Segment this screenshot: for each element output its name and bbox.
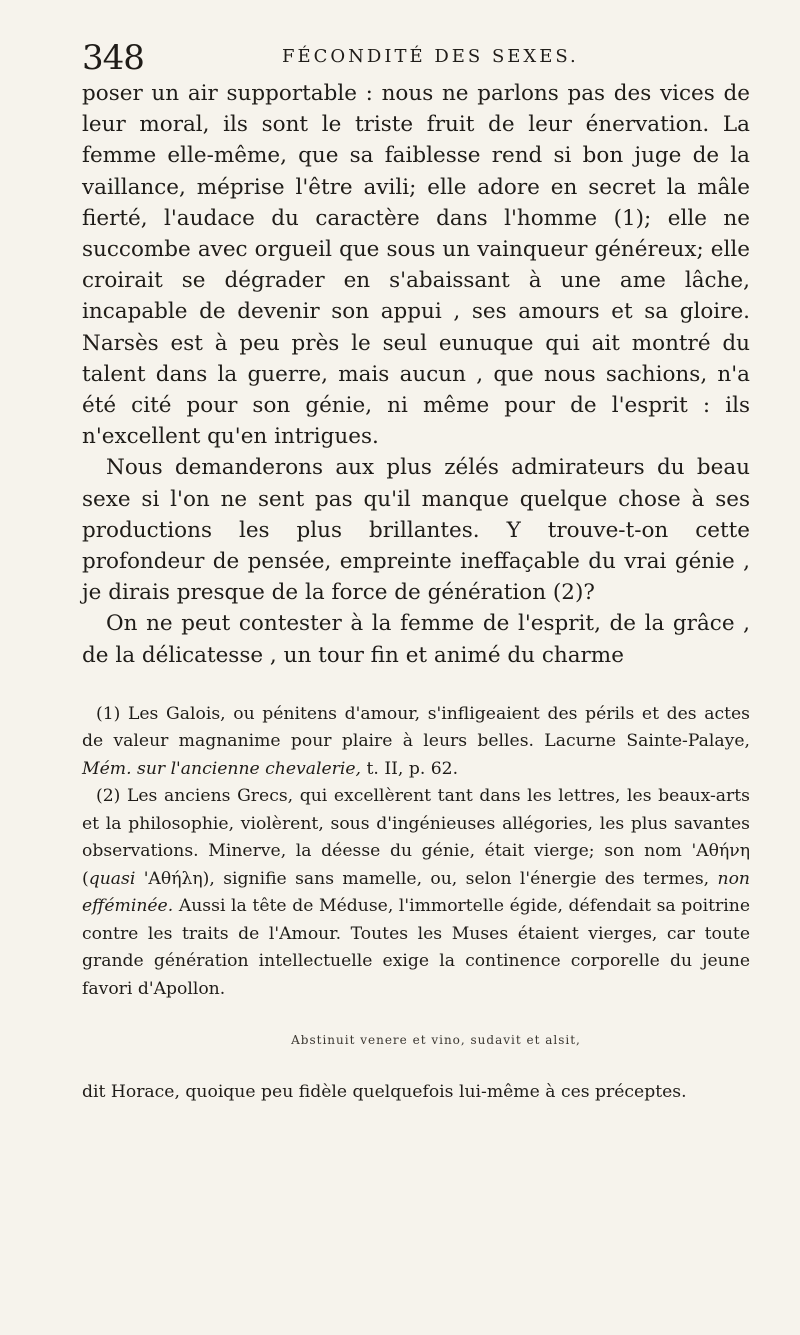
footnote-text: t. II, p. 62. (361, 758, 459, 779)
footnotes (82, 701, 750, 1107)
footnote-2 (82, 783, 750, 1003)
footnote-continuation: dit Horace, quoique peu fidèle quelquefois lui-même à ces préceptes. (82, 1082, 687, 1103)
footnote-italic: Mém. sur l'ancienne chevalerie, (82, 758, 362, 779)
paragraph: Nous demanderons aux plus zélés admirateurs du beau sexe si l'on ne sent pas qu'il manque quelque chose à ses productions les plus brillantes. Y trouve-t-on cette profondeur de pensée, empreinte ineffaçable du vrai génie , je dirais presque de la force de génération (2)? (82, 455, 750, 606)
footnote-text: (2) Les anciens Grecs, qui excellèrent tant dans les lettres, les beaux-arts et la philosophie, violèrent, sous d'ingénieuses allégories, les plus savantes observations. Minerve, la déesse du génie, était vierge; son nom 'Αθήνη ( (82, 786, 750, 889)
paragraph: On ne peut contester à la femme de l'esprit, de la grâce , de la délicatesse , un tour fin et animé du charme (82, 611, 750, 668)
footnote-italic: non efféminée. (82, 868, 750, 917)
footnote-italic: quasi (88, 868, 136, 889)
latin-quotation: Abstinuit venere et vino, sudavit et alsit, (291, 1033, 581, 1048)
footnote-1 (82, 701, 750, 784)
paragraph: poser un air supportable : nous ne parlons pas des vices de leur moral, ils sont le triste fruit de leur énervation. La femme elle-même, que sa faiblesse rend si bon juge de la vaillance, méprise l'être avili; elle adore en secret la mâle fierté, l'audace du caractère dans l'homme (1); elle ne succombe avec orgueil que sous un vainqueur généreux; elle croirait se dégrader en s'abaissant à une ame lâche, incapable de devenir son appui , ses amours et sa gloire. Narsès est à peu près le seul eunuque qui ait montré du talent dans la guerre, mais aucun , que nous sachions, n'a été cité pour son génie, ni même pour de l'esprit : ils n'excellent qu'en intrigues. (82, 81, 750, 450)
footnote-text: Aussi la tête de Méduse, l'immortelle égide, défendait sa poitrine contre les traits de l'Amour. Toutes les Muses étaient vierges, car toute grande génération intellectuelle exige la continence corporelle du jeune favori d'Apollon. (82, 896, 750, 999)
footnote-text: 'Αθήλη), signifie sans mamelle, ou, selon l'énergie des termes, (135, 868, 718, 889)
footnote-text: (1) Les Galois, ou pénitens d'amour, s'infligeaient des périls et des actes de valeur magnanime pour plaire à leurs belles. Lacurne Sainte-Palaye, (82, 703, 750, 752)
main-text (82, 78, 750, 671)
running-title: FÉCONDITÉ DES SEXES. (282, 46, 579, 67)
running-head (82, 38, 750, 78)
page-number: 348 (82, 38, 144, 78)
